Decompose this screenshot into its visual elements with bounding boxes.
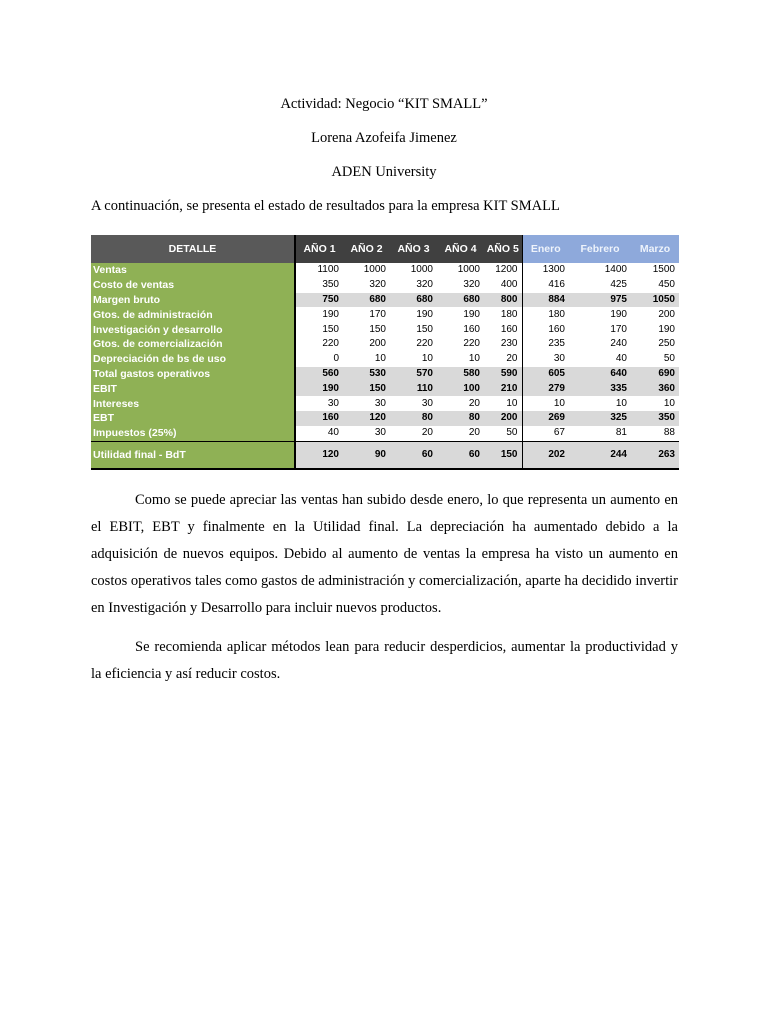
cell-value: 202	[522, 441, 569, 469]
cell-value: 190	[416, 308, 433, 320]
cell-value: 1400	[604, 264, 627, 276]
cell-value: 160	[463, 323, 480, 335]
cell-value: 10	[553, 397, 565, 409]
column-header: AÑO 3	[390, 235, 437, 263]
column-header: Febrero	[569, 235, 631, 263]
author-name: Lorena Azofeifa Jimenez	[311, 130, 457, 146]
row-label: Impuestos (25%)	[91, 426, 295, 441]
cell-value: 200	[658, 308, 675, 320]
cell-value: 30	[553, 353, 565, 365]
cell-value: 30	[343, 426, 390, 441]
cell-value: 10	[615, 397, 627, 409]
column-header: AÑO 5	[484, 235, 522, 263]
table-row	[91, 293, 679, 308]
cell-value: 680	[343, 293, 390, 308]
cell-value: 100	[437, 381, 484, 396]
cell-value: 975	[569, 293, 631, 308]
cell-value: 160	[548, 323, 565, 335]
cell-value: 1500	[652, 264, 675, 276]
cell-value: 279	[522, 381, 569, 396]
row-label: Ventas	[91, 263, 295, 278]
cell-value: 400	[484, 278, 522, 293]
cell-value: 80	[437, 411, 484, 426]
cell-value: 30	[327, 397, 339, 409]
cell-value: 1050	[631, 293, 679, 308]
cell-value: 884	[522, 293, 569, 308]
cell-value: 230	[484, 337, 522, 352]
cell-value: 190	[610, 308, 627, 320]
recommendation-paragraph: Se recomienda aplicar métodos lean para reducir desperdicios, aumentar la productividad y la eficiencia y así reducir costos.	[91, 639, 678, 682]
row-label: Intereses	[91, 396, 295, 411]
intro-text: A continuación, se presenta el estado de resultados para la empresa KIT SMALL	[91, 198, 560, 214]
cell-value: 320	[463, 279, 480, 291]
cell-value: 20	[437, 426, 484, 441]
cell-value: 67	[522, 426, 569, 441]
table-row	[91, 263, 679, 278]
cell-value: 1200	[484, 263, 522, 278]
cell-value: 190	[463, 308, 480, 320]
cell-value: 10	[468, 353, 480, 365]
cell-value: 210	[484, 381, 522, 396]
cell-value: 200	[484, 411, 522, 426]
cell-value: 263	[631, 441, 679, 469]
cell-value: 220	[322, 338, 339, 350]
cell-value: 1100	[317, 264, 339, 276]
cell-value: 680	[437, 293, 484, 308]
cell-value: 20	[390, 426, 437, 441]
cell-value: 350	[322, 279, 339, 291]
table-row	[91, 381, 679, 396]
table-row	[91, 426, 679, 441]
cell-value: 200	[369, 338, 386, 350]
cell-value: 250	[658, 338, 675, 350]
cell-value: 680	[390, 293, 437, 308]
table-row	[91, 441, 679, 469]
cell-value: 240	[610, 338, 627, 350]
cell-value: 120	[343, 411, 390, 426]
cell-value: 180	[484, 307, 522, 322]
table-row	[91, 352, 679, 367]
row-label: Utilidad final - BdT	[91, 441, 295, 469]
cell-value: 160	[295, 411, 343, 426]
table-row	[91, 307, 679, 322]
cell-value: 190	[322, 308, 339, 320]
document-title: Actividad: Negocio “KIT SMALL”	[280, 96, 488, 112]
cell-value: 269	[522, 411, 569, 426]
row-label: Costo de ventas	[91, 278, 295, 293]
cell-value: 30	[421, 397, 433, 409]
cell-value: 20	[484, 352, 522, 367]
cell-value: 150	[484, 441, 522, 469]
column-header: Enero	[522, 235, 569, 263]
row-label: Gtos. de administración	[91, 307, 295, 322]
income-statement-table-wrapper	[91, 235, 679, 470]
cell-value: 10	[374, 353, 386, 365]
cell-value: 170	[610, 323, 627, 335]
table-header-row	[91, 235, 679, 263]
cell-value: 244	[569, 441, 631, 469]
income-statement-table	[91, 235, 679, 470]
row-label: Margen bruto	[91, 293, 295, 308]
cell-value: 590	[484, 367, 522, 382]
row-label: Investigación y desarrollo	[91, 322, 295, 337]
cell-value: 560	[295, 367, 343, 382]
cell-value: 88	[631, 426, 679, 441]
cell-value: 150	[343, 381, 390, 396]
cell-value: 50	[484, 426, 522, 441]
cell-value: 320	[416, 279, 433, 291]
cell-value: 640	[569, 367, 631, 382]
cell-value: 20	[468, 397, 480, 409]
cell-value: 220	[416, 338, 433, 350]
cell-value: 580	[437, 367, 484, 382]
cell-value: 605	[522, 367, 569, 382]
cell-value: 150	[322, 323, 339, 335]
cell-value: 690	[631, 367, 679, 382]
table-row	[91, 411, 679, 426]
analysis-paragraph: Como se puede apreciar las ventas han subido desde enero, lo que representa un aumento en el EBIT, EBT y finalmente en la Utilidad final. La depreciación ha aumentado debido a la adquisición de nuevos equipos. Debido al aumento de ventas la empresa ha visto un aumento en costos operativos tales como gastos de administración y comercialización, aparte ha decidido invertir en Investigación y Desarrollo para incluir nuevos productos.	[91, 492, 678, 616]
cell-value: 335	[569, 381, 631, 396]
cell-value: 40	[615, 353, 627, 365]
cell-value: 10	[421, 353, 433, 365]
cell-value: 150	[416, 323, 433, 335]
column-header: AÑO 1	[295, 235, 343, 263]
cell-value: 150	[369, 323, 386, 335]
cell-value: 360	[631, 381, 679, 396]
cell-value: 235	[548, 338, 565, 350]
table-row	[91, 396, 679, 411]
cell-value: 50	[663, 353, 675, 365]
row-label: Total gastos operativos	[91, 367, 295, 382]
cell-value: 530	[343, 367, 390, 382]
row-label: EBT	[91, 411, 295, 426]
row-label: EBIT	[91, 381, 295, 396]
cell-value: 800	[484, 293, 522, 308]
table-row	[91, 278, 679, 293]
cell-value: 1000	[457, 264, 480, 276]
institution-name: ADEN University	[331, 164, 437, 180]
cell-value: 190	[658, 323, 675, 335]
cell-value: 10	[484, 396, 522, 411]
cell-value: 220	[463, 338, 480, 350]
column-header: AÑO 4	[437, 235, 484, 263]
row-label: Gtos. de comercialización	[91, 337, 295, 352]
cell-value: 81	[569, 426, 631, 441]
cell-value: 0	[333, 353, 339, 365]
table-row	[91, 322, 679, 337]
cell-value: 60	[390, 441, 437, 469]
cell-value: 325	[569, 411, 631, 426]
cell-value: 90	[343, 441, 390, 469]
cell-value: 1000	[410, 264, 433, 276]
cell-value: 60	[437, 441, 484, 469]
cell-value: 425	[610, 279, 627, 291]
cell-value: 180	[548, 308, 565, 320]
column-header: DETALLE	[91, 235, 295, 263]
column-header: AÑO 2	[343, 235, 390, 263]
table-body	[91, 263, 679, 469]
cell-value: 570	[390, 367, 437, 382]
cell-value: 10	[663, 397, 675, 409]
cell-value: 350	[631, 411, 679, 426]
cell-value: 30	[374, 397, 386, 409]
cell-value: 120	[295, 441, 343, 469]
cell-value: 450	[658, 279, 675, 291]
cell-value: 416	[548, 279, 565, 291]
cell-value: 320	[369, 279, 386, 291]
cell-value: 80	[390, 411, 437, 426]
cell-value: 160	[484, 322, 522, 337]
cell-value: 190	[295, 381, 343, 396]
cell-value: 40	[295, 426, 343, 441]
cell-value: 170	[369, 308, 386, 320]
cell-value: 750	[295, 293, 343, 308]
cell-value: 110	[390, 381, 437, 396]
cell-value: 1000	[363, 264, 386, 276]
table-row	[91, 337, 679, 352]
table-row	[91, 367, 679, 382]
row-label: Depreciación de bs de uso	[91, 352, 295, 367]
cell-value: 1300	[542, 264, 565, 276]
column-header: Marzo	[631, 235, 679, 263]
